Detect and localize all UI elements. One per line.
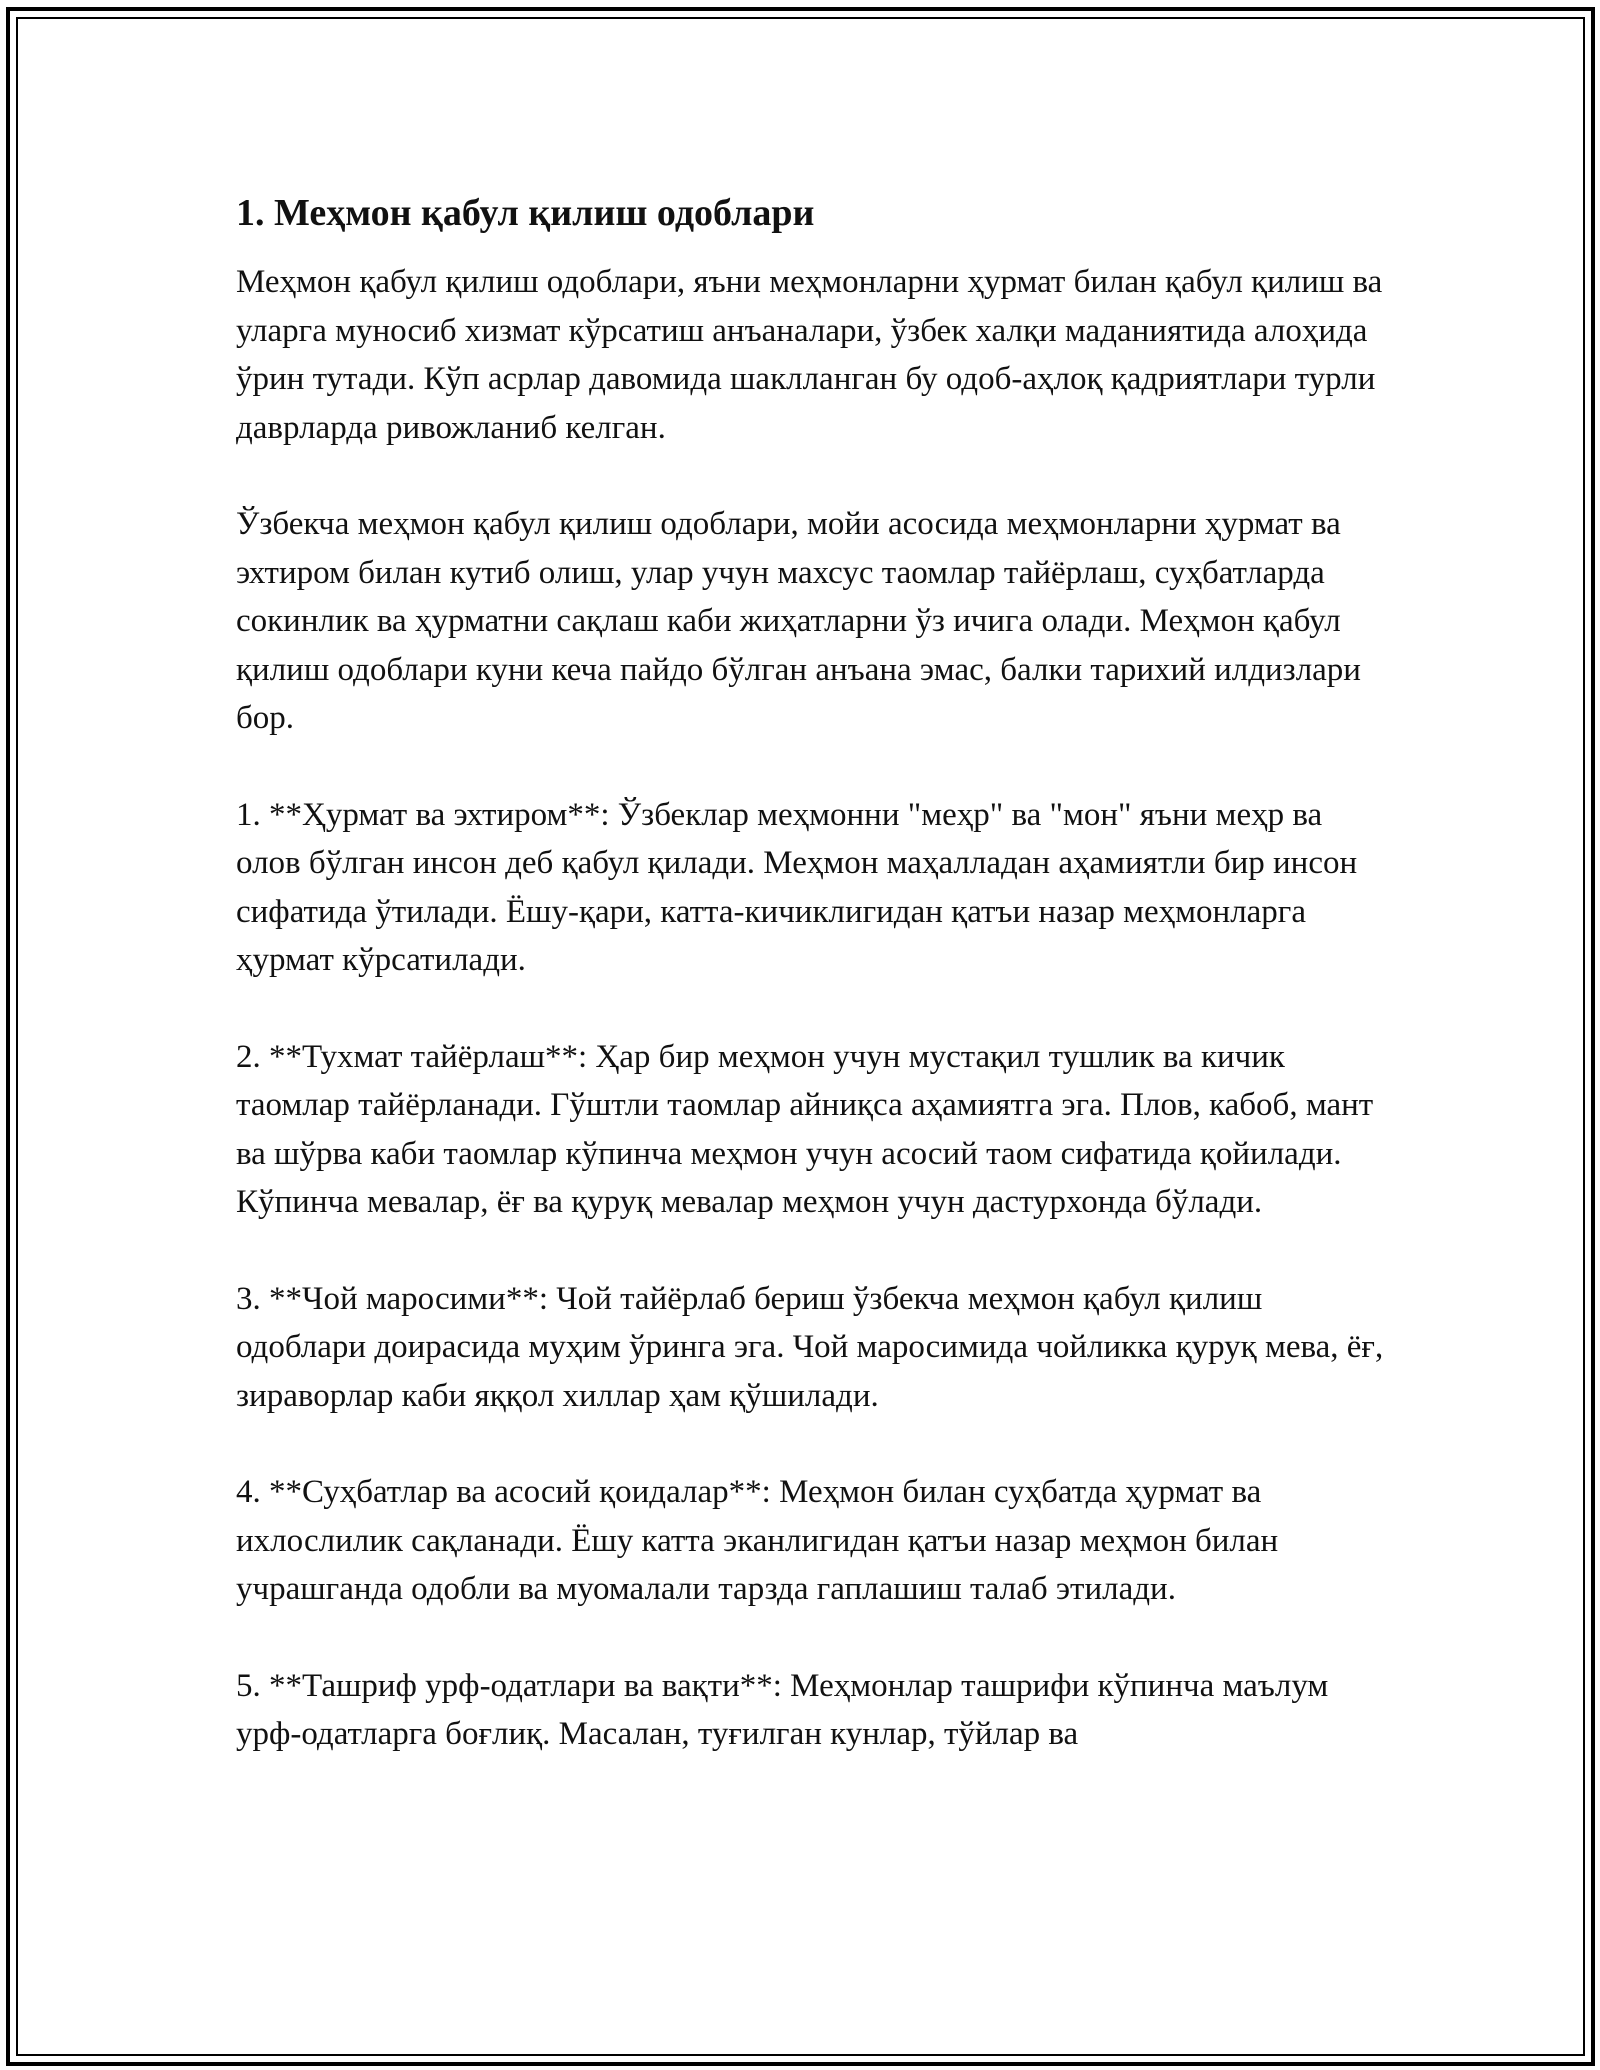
section-heading: 1. Меҳмон қабул қилиш одоблари xyxy=(236,192,815,234)
list-item-tea: 3. **Чой маросими**: Чой тайёрлаб бериш ўзбекча меҳмон қабул қилиш одоблари доирасида муҳим ўринга эга. Чой маросимида чойликка қуруқ мева, ёғ, зираворлар каби яққол хиллар ҳам қўшилади. xyxy=(236,1280,1384,1414)
list-item-food: 2. **Тухмат тайёрлаш**: Ҳар бир меҳмон учун мустақил тушлик ва кичик таомлар тайёрланади. Гўштли таомлар айниқса аҳамиятга эга. Плов, кабоб, мант ва шўрва каби таомлар кўпинча меҳмон учун асосий таом сифатида қойилади. Кўпинча мевалар, ёғ ва қуруқ мевалар меҳмон учун дастурхонда бўлади. xyxy=(236,1038,1374,1220)
document-body xyxy=(236,188,1386,1807)
list-item-respect: 1. **Ҳурмат ва эхтиром**: Ўзбеклар меҳмонни "меҳр" ва "мон" яъни меҳр ва олов бўлган инсон деб қабул қилади. Меҳмон маҳалладан аҳамиятли бир инсон сифатида ўтилади. Ёшу-қари, катта-кичиклигидан қатъи назар меҳмонларга ҳурмат кўрсатилади. xyxy=(236,796,1358,978)
list-item-conversation: 4. **Суҳбатлар ва асосий қоидалар**: Меҳмон билан суҳбатда ҳурмат ва ихлослилик сақланади. Ёшу катта эканлигидан қатъи назар меҳмон билан учрашганда одобли ва муомалали тарзда гаплашиш талаб этилади. xyxy=(236,1474,1279,1607)
paragraph-overview: Ўзбекча меҳмон қабул қилиш одоблари, мойи асосида меҳмонларни ҳурмат ва эхтиром билан кутиб олиш, улар учун махсус таомлар тайёрлаш, суҳбатларда сокинлик ва ҳурматни сақлаш каби жиҳатларни ўз ичига олади. Меҳмон қабул қилиш одоблари куни кеча пайдо бўлган анъана эмас, балки тарихий илдизлари бор. xyxy=(236,506,1361,736)
paragraph-intro: Меҳмон қабул қилиш одоблари, яъни меҳмонларни ҳурмат билан қабул қилиш ва уларга муносиб хизмат кўрсатиш анъаналари, ўзбек халқи маданиятида алоҳида ўрин тутади. Кўп асрлар давомида шаклланган бу одоб-аҳлоқ қадриятлари турли даврларда ривожланиб келган. xyxy=(236,264,1383,446)
list-item-visit-customs: 5. **Ташриф урф-одатлари ва вақти**: Меҳмонлар ташрифи кўпинча маълум урф-одатларга боғлиқ. Масалан, туғилган кунлар, тўйлар ва xyxy=(236,1667,1329,1752)
